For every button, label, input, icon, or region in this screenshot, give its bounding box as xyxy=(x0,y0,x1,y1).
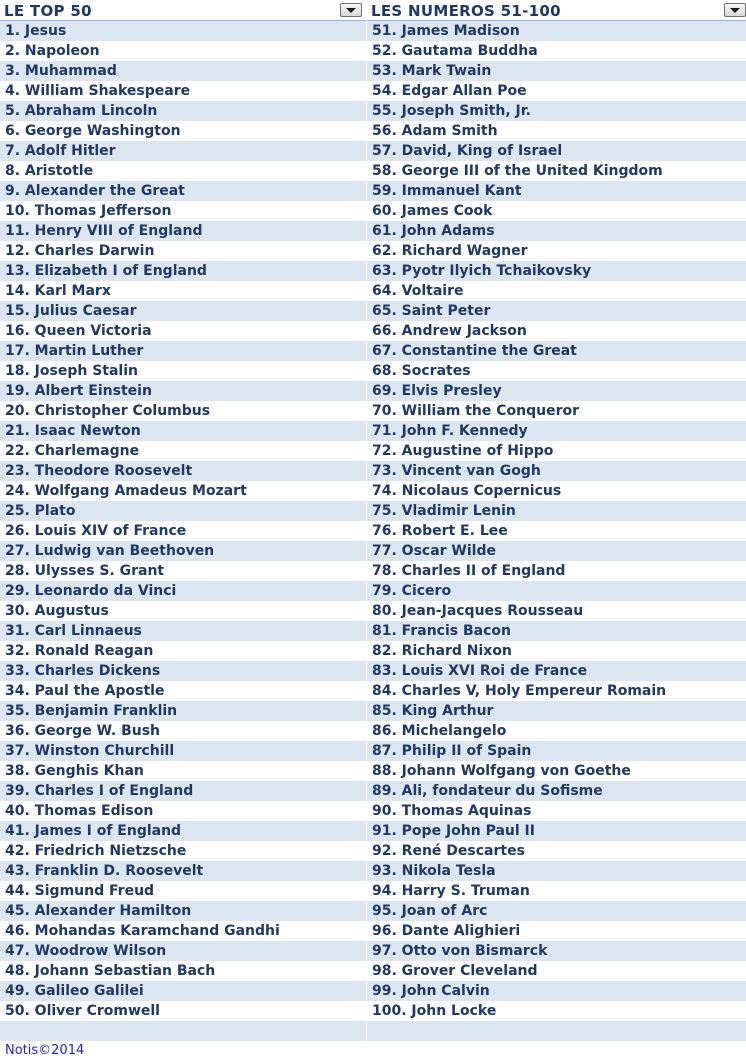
table-cell[interactable]: 93. Nikola Tesla xyxy=(367,861,746,881)
column-header-label: LE TOP 50 xyxy=(4,2,92,20)
table-cell[interactable]: 78. Charles II of England xyxy=(367,561,746,581)
table-cell[interactable]: 91. Pope John Paul II xyxy=(367,821,746,841)
table-cell[interactable]: 11. Henry VIII of England xyxy=(0,221,366,241)
table-cell[interactable]: 81. Francis Bacon xyxy=(367,621,746,641)
filter-dropdown-chevron-down-icon[interactable] xyxy=(340,3,362,17)
table-cell[interactable]: 10. Thomas Jefferson xyxy=(0,201,366,221)
table-cell[interactable]: 26. Louis XIV of France xyxy=(0,521,366,541)
table-cell[interactable]: 63. Pyotr Ilyich Tchaikovsky xyxy=(367,261,746,281)
column-top-50 xyxy=(0,0,366,1061)
table-cell[interactable]: 87. Philip II of Spain xyxy=(367,741,746,761)
table-cell[interactable]: 96. Dante Alighieri xyxy=(367,921,746,941)
table-cell[interactable]: 27. Ludwig van Beethoven xyxy=(0,541,366,561)
footer-cell[interactable] xyxy=(367,1041,746,1061)
table-cell[interactable]: 75. Vladimir Lenin xyxy=(367,501,746,521)
table-cell[interactable]: 25. Plato xyxy=(0,501,366,521)
table-cell[interactable]: 2. Napoleon xyxy=(0,41,366,61)
table-cell[interactable]: 90. Thomas Aquinas xyxy=(367,801,746,821)
table-cell[interactable]: 48. Johann Sebastian Bach xyxy=(0,961,366,981)
table-cell[interactable]: 65. Saint Peter xyxy=(367,301,746,321)
table-cell[interactable]: 36. George W. Bush xyxy=(0,721,366,741)
footer-cell[interactable]: Notis©2014 xyxy=(5,1043,85,1058)
table-cell[interactable]: 43. Franklin D. Roosevelt xyxy=(0,861,366,881)
table-cell[interactable]: 86. Michelangelo xyxy=(367,721,746,741)
table-cell[interactable]: 14. Karl Marx xyxy=(0,281,366,301)
table-cell[interactable]: 39. Charles I of England xyxy=(0,781,366,801)
table-cell[interactable]: 35. Benjamin Franklin xyxy=(0,701,366,721)
table-cell[interactable]: 19. Albert Einstein xyxy=(0,381,366,401)
table-cell[interactable]: 54. Edgar Allan Poe xyxy=(367,81,746,101)
table-cell[interactable]: 4. William Shakespeare xyxy=(0,81,366,101)
table-cell[interactable]: 88. Johann Wolfgang von Goethe xyxy=(367,761,746,781)
table-cell[interactable]: 17. Martin Luther xyxy=(0,341,366,361)
table-cell[interactable]: 98. Grover Cleveland xyxy=(367,961,746,981)
table-cell[interactable]: 94. Harry S. Truman xyxy=(367,881,746,901)
table-cell[interactable]: 37. Winston Churchill xyxy=(0,741,366,761)
table-cell[interactable]: 32. Ronald Reagan xyxy=(0,641,366,661)
table-cell[interactable]: 68. Socrates xyxy=(367,361,746,381)
table-cell[interactable]: 77. Oscar Wilde xyxy=(367,541,746,561)
table-cell[interactable]: 100. John Locke xyxy=(367,1001,746,1021)
table-cell[interactable]: 42. Friedrich Nietzsche xyxy=(0,841,366,861)
table-cell[interactable]: 59. Immanuel Kant xyxy=(367,181,746,201)
table-cell[interactable]: 3. Muhammad xyxy=(0,61,366,81)
rows-top-50 xyxy=(0,21,366,1061)
table-cell[interactable]: 69. Elvis Presley xyxy=(367,381,746,401)
table-cell[interactable]: 53. Mark Twain xyxy=(367,61,746,81)
column-header-label: LES NUMEROS 51-100 xyxy=(371,2,561,20)
table-cell[interactable]: 70. William the Conqueror xyxy=(367,401,746,421)
table-cell[interactable]: 67. Constantine the Great xyxy=(367,341,746,361)
table-cell[interactable]: 62. Richard Wagner xyxy=(367,241,746,261)
table-cell[interactable]: 61. John Adams xyxy=(367,221,746,241)
table-cell[interactable]: 18. Joseph Stalin xyxy=(0,361,366,381)
table-cell[interactable]: 15. Julius Caesar xyxy=(0,301,366,321)
table-cell[interactable]: 30. Augustus xyxy=(0,601,366,621)
table-cell[interactable]: 24. Wolfgang Amadeus Mozart xyxy=(0,481,366,501)
table-cell[interactable]: 40. Thomas Edison xyxy=(0,801,366,821)
rows-51-100 xyxy=(367,21,746,1061)
table-cell[interactable]: 83. Louis XVI Roi de France xyxy=(367,661,746,681)
table-cell[interactable]: 16. Queen Victoria xyxy=(0,321,366,341)
table-cell[interactable]: 57. David, King of Israel xyxy=(367,141,746,161)
table-cell[interactable]: 64. Voltaire xyxy=(367,281,746,301)
table-cell[interactable]: 80. Jean-Jacques Rousseau xyxy=(367,601,746,621)
table-cell[interactable]: 95. Joan of Arc xyxy=(367,901,746,921)
table-cell[interactable]: 28. Ulysses S. Grant xyxy=(0,561,366,581)
table-cell[interactable]: 97. Otto von Bismarck xyxy=(367,941,746,961)
table-cell[interactable]: 66. Andrew Jackson xyxy=(367,321,746,341)
table-cell[interactable]: 31. Carl Linnaeus xyxy=(0,621,366,641)
table-cell[interactable]: 33. Charles Dickens xyxy=(0,661,366,681)
table-cell[interactable]: 99. John Calvin xyxy=(367,981,746,1001)
table-cell[interactable]: 55. Joseph Smith, Jr. xyxy=(367,101,746,121)
table-cell[interactable]: 9. Alexander the Great xyxy=(0,181,366,201)
table-cell[interactable]: 89. Ali, fondateur du Sofisme xyxy=(367,781,746,801)
table-cell[interactable]: 52. Gautama Buddha xyxy=(367,41,746,61)
table-cell[interactable]: 1. Jesus xyxy=(0,21,366,41)
table-cell[interactable]: 50. Oliver Cromwell xyxy=(0,1001,366,1021)
column-51-100 xyxy=(367,0,746,1061)
table-cell[interactable]: 84. Charles V, Holy Empereur Romain xyxy=(367,681,746,701)
table-cell[interactable]: 79. Cicero xyxy=(367,581,746,601)
table-cell[interactable]: 21. Isaac Newton xyxy=(0,421,366,441)
table-cell[interactable]: 22. Charlemagne xyxy=(0,441,366,461)
table-cell[interactable]: 20. Christopher Columbus xyxy=(0,401,366,421)
table-cell[interactable]: 5. Abraham Lincoln xyxy=(0,101,366,121)
table-cell[interactable]: 7. Adolf Hitler xyxy=(0,141,366,161)
table-cell[interactable]: 71. John F. Kennedy xyxy=(367,421,746,441)
table-cell[interactable]: 12. Charles Darwin xyxy=(0,241,366,261)
empty-cell[interactable] xyxy=(0,1021,366,1041)
table-cell[interactable]: 73. Vincent van Gogh xyxy=(367,461,746,481)
table-cell[interactable]: 6. George Washington xyxy=(0,121,366,141)
table-cell[interactable]: 74. Nicolaus Copernicus xyxy=(367,481,746,501)
table-cell[interactable]: 58. George III of the United Kingdom xyxy=(367,161,746,181)
table-cell[interactable]: 51. James Madison xyxy=(367,21,746,41)
table-cell[interactable]: 49. Galileo Galilei xyxy=(0,981,366,1001)
table-cell[interactable]: 8. Aristotle xyxy=(0,161,366,181)
column-header-51-100 xyxy=(367,0,746,21)
table-cell[interactable]: 44. Sigmund Freud xyxy=(0,881,366,901)
table-cell[interactable]: 23. Theodore Roosevelt xyxy=(0,461,366,481)
table-cell[interactable]: 60. James Cook xyxy=(367,201,746,221)
column-header-top-50 xyxy=(0,0,366,21)
table-cell[interactable]: 46. Mohandas Karamchand Gandhi xyxy=(0,921,366,941)
table-cell[interactable]: 34. Paul the Apostle xyxy=(0,681,366,701)
table-cell[interactable]: 82. Richard Nixon xyxy=(367,641,746,661)
table-cell[interactable]: 13. Elizabeth I of England xyxy=(0,261,366,281)
table-cell[interactable]: 47. Woodrow Wilson xyxy=(0,941,366,961)
table-cell[interactable]: 38. Genghis Khan xyxy=(0,761,366,781)
table-cell[interactable]: 72. Augustine of Hippo xyxy=(367,441,746,461)
table-cell[interactable]: 29. Leonardo da Vinci xyxy=(0,581,366,601)
table-cell[interactable]: 85. King Arthur xyxy=(367,701,746,721)
table-cell[interactable]: 92. René Descartes xyxy=(367,841,746,861)
table-cell[interactable]: 41. James I of England xyxy=(0,821,366,841)
table-cell[interactable]: 56. Adam Smith xyxy=(367,121,746,141)
filter-dropdown-chevron-down-icon[interactable] xyxy=(724,3,746,17)
empty-cell[interactable] xyxy=(367,1021,746,1041)
table-cell[interactable]: 45. Alexander Hamilton xyxy=(0,901,366,921)
table-cell[interactable]: 76. Robert E. Lee xyxy=(367,521,746,541)
